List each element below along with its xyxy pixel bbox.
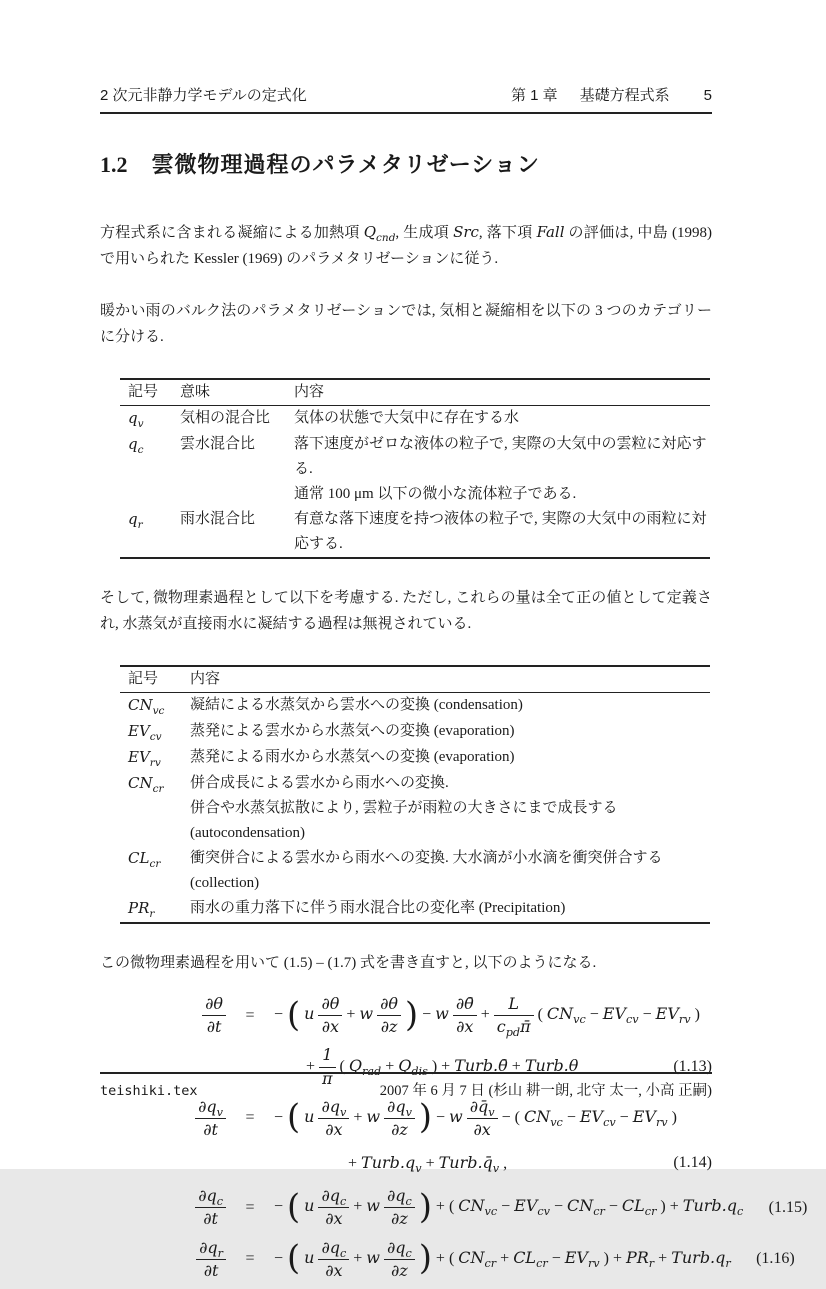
description-cell: 併合成長による雲水から雨水への変換. 併合や水蒸気拡散により, 雲粒子が雨粒の大きさにまで成長する (autocondensation)	[190, 775, 618, 841]
equation-number: (1.15)	[768, 1198, 808, 1216]
symbol-cell: $CN_{vc}$	[128, 696, 165, 717]
table-row-evrv	[120, 745, 710, 771]
equation-row	[100, 1237, 795, 1281]
equation-block	[100, 994, 808, 1281]
equation-number: (1.13)	[673, 1058, 712, 1076]
symbol-cell: $q_c$	[128, 435, 144, 456]
equation-row	[100, 1186, 808, 1229]
equation-rhs: − ( u $\frac{\partial\theta}{\partial x}$ + w $\frac{\partial\theta}{\partial z}$ ) − w $\frac{\partial\thetā}{\partial x}$ + $\frac{L}{c_{pd}\pī}$ ( $CN_{vc} - EV_{cv} - EV_{rv}$ )	[274, 994, 700, 1040]
page-footer	[100, 1072, 712, 1100]
description-cell: 気体の状態で大気中に存在する水	[294, 410, 520, 426]
description-cell: 蒸発による雨水から水蒸気への変換 (evaporation)	[190, 749, 515, 765]
symbol-cell: $EV_{cv}$	[128, 722, 162, 743]
section-heading	[100, 148, 712, 179]
header-cell-content: 内容	[190, 671, 221, 687]
equation-lhs: $\frac{\partial q_v}{\partial t}$	[193, 1097, 228, 1140]
page-content	[100, 84, 808, 1289]
description-cell: 落下速度がゼロな液体の粒子で, 実際の大気中の雲粒に対応する. 通常 100 μm 以下の微小な流体粒子である.	[294, 436, 707, 502]
paragraph-2: 暖かい雨のバルク法のパラメタリゼーションでは, 気相と凝縮相を以下の 3 つのカテゴリーに分ける.	[100, 303, 712, 345]
symbol-cell: $q_r$	[128, 510, 143, 531]
equation-relation: =	[245, 1250, 255, 1268]
header-chapter-title: 基礎方程式系	[579, 87, 670, 104]
equation-row	[100, 1148, 712, 1178]
footer-date-authors: 2007 年 6 月 7 日 (杉山 耕一朗, 北守 太一, 小高 正嗣)	[379, 1083, 712, 1099]
equation-number: (1.14)	[673, 1154, 712, 1172]
equation-relation: =	[245, 1109, 255, 1127]
equation-lhs: $\frac{\partial\theta}{\partial t}$	[200, 994, 228, 1037]
running-header	[100, 84, 712, 114]
equation-number: (1.16)	[756, 1250, 795, 1268]
header-cell-symbol: 記号	[128, 384, 159, 400]
symbol-cell: $CN_{cr}$	[128, 774, 164, 795]
section-number: 1.2	[100, 152, 128, 177]
header-cell-meaning: 意味	[180, 384, 211, 400]
process-table-header-row	[120, 667, 710, 693]
header-cell-content: 内容	[294, 384, 325, 400]
header-left-title: 2 次元非静力学モデルの定式化	[100, 87, 307, 104]
category-table	[120, 378, 710, 559]
equation-row	[100, 1097, 712, 1140]
paragraph-3: そして, 微物理素過程として以下を考慮する. ただし, これらの量は全て正の値として定義され, 水蒸気が直接雨水に凝結する過程は無視されている.	[100, 590, 712, 632]
table-row-qv	[120, 406, 710, 432]
table-row-qr	[120, 507, 710, 557]
description-cell: 凝結による水蒸気から雲水への変換 (condensation)	[190, 697, 523, 713]
table-row-qc	[120, 432, 710, 507]
description-cell: 蒸発による雲水から水蒸気への変換 (evaporation)	[190, 723, 515, 739]
description-cell: 衝突併合による雲水から雨水への変換. 大水滴が小水滴を衝突併合する (collection)	[190, 850, 663, 891]
table-row-prr	[120, 896, 710, 922]
equation-rhs: − ( u $\frac{\partial q_v}{\partial x}$ + w $\frac{\partial q_v}{\partial z}$ ) − w $\frac{\partial q̄_v}{\partial x}$ − ( $CN_{vc} - EV_{cv} - EV_{rv}$ )	[274, 1096, 677, 1139]
symbol-cell: $CL_{cr}$	[128, 849, 161, 870]
table-row-cncr	[120, 771, 710, 846]
description-cell: 雨水の重力落下に伴う雨水混合比の変化率 (Precipitation)	[190, 900, 566, 916]
process-table	[120, 665, 710, 924]
equation-lhs: $\frac{\partial q_r}{\partial t}$	[194, 1238, 228, 1281]
symbol-cell: $EV_{rv}$	[128, 748, 161, 769]
table-row-evcv	[120, 719, 710, 745]
meaning-cell: 雨水混合比	[180, 511, 256, 527]
table-row-cnvc	[120, 693, 710, 719]
equation-lhs: $\frac{\partial q_c}{\partial t}$	[193, 1186, 228, 1229]
equation-relation: =	[245, 1006, 255, 1024]
description-cell: 有意な落下速度を持つ液体の粒子で, 実際の大気中の雨粒に対応する.	[294, 511, 707, 552]
section-title: 雲微物理過程のパラメタリゼーション	[151, 152, 540, 177]
equation-relation: =	[245, 1198, 255, 1216]
footer-filename: teishiki.tex	[100, 1083, 198, 1099]
meaning-cell: 雲水混合比	[180, 436, 256, 452]
paragraph-1: 方程式系に含まれる凝縮による加熱項 $Q_{cnd}$, 生成項 Src, 落下項 Fall の評価は, 中島 (1998) で用いられた Kessler (1969) のパラメタリゼーションに従う.	[100, 223, 712, 267]
header-cell-symbol: 記号	[128, 671, 159, 687]
header-chapter: 第 1 章	[510, 87, 558, 104]
category-table-header-row	[120, 380, 710, 406]
symbol-cell: $q_v$	[128, 409, 144, 430]
equation-rhs: + $\frac{1}{\pī}$ ( $Q_{rad} + Q_{dis}$ ) + Turb.θ̄ + Turb.θ	[306, 1045, 579, 1088]
equation-rhs: − ( u $\frac{\partial q_c}{\partial x}$ + w $\frac{\partial q_c}{\partial z}$ ) + ( $CN_{vc} - EV_{cv} - CN_{cr} - CL_{cr}$ ) + $Turb.q_c$	[274, 1186, 744, 1229]
symbol-cell: $PR_r$	[128, 899, 155, 920]
paragraph-4: この微物理素過程を用いて (1.5) – (1.7) 式を書き直すと, 以下のようになる.	[100, 955, 597, 971]
meaning-cell: 気相の混合比	[180, 410, 271, 426]
equation-rhs: + $Turb.q_v$ + $Turb.q̄_v$ ,	[348, 1153, 508, 1176]
equation-row	[100, 994, 712, 1040]
equation-rhs: − ( u $\frac{\partial q_c}{\partial x}$ + w $\frac{\partial q_c}{\partial z}$ ) + ( $CN_{cr} + CL_{cr} - EV_{rv}$ ) + $PR_r$ + $Turb.q_r$	[274, 1237, 731, 1280]
table-row-clcr	[120, 846, 710, 896]
header-page-number: 5	[703, 87, 712, 104]
